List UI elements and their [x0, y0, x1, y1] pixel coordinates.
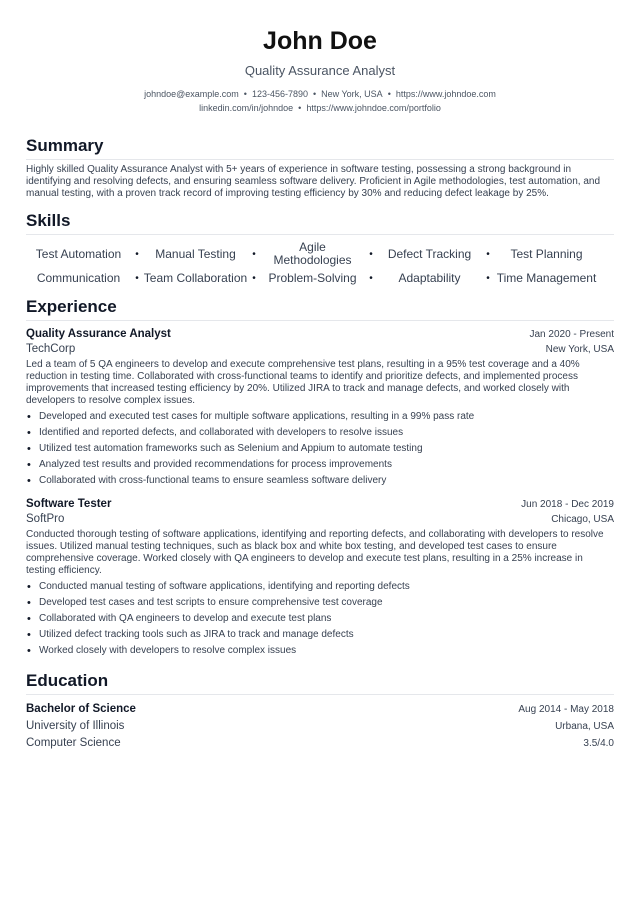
job-company: TechCorp — [26, 343, 76, 355]
bullet-text: Collaborated with cross-functional teams to ensure seamless software delivery — [39, 475, 387, 486]
list-item — [26, 409, 614, 425]
bullet-text: Utilized test automation frameworks such as Selenium and Appium to automate testing — [39, 443, 423, 454]
job-bullet-list — [26, 579, 614, 659]
bullet-text: Worked closely with developers to resolve complex issues — [39, 645, 297, 656]
skill-item: Problem-Solving — [268, 270, 357, 285]
list-item — [26, 595, 614, 611]
skill-item: Communication — [36, 270, 121, 285]
bullet-icon: • — [27, 581, 31, 593]
skill-bullet: • — [135, 272, 139, 284]
website-link[interactable]: https://www.johndoe.com — [395, 89, 496, 99]
edu-location: Urbana, USA — [555, 721, 614, 732]
job-company: SoftPro — [26, 513, 65, 525]
candidate-title: Quality Assurance Analyst — [244, 63, 396, 78]
bullet-text: Utilized defect tracking tools such as JIRA to track and manage defects — [39, 629, 354, 640]
skill-bullet: • — [252, 272, 256, 284]
experience-heading: Experience — [26, 296, 614, 321]
summary-heading: Summary — [26, 135, 614, 160]
list-item — [26, 425, 614, 441]
list-item — [26, 473, 614, 489]
skill-bullet: • — [369, 248, 373, 260]
job-dates: Jun 2018 - Dec 2019 — [521, 499, 614, 510]
contact-separator: • — [243, 89, 247, 99]
bullet-icon: • — [27, 629, 31, 641]
skill-item: Defect Tracking — [387, 246, 472, 261]
bullet-text: Conducted manual testing of software applications, identifying and reporting defects — [39, 581, 410, 592]
list-item — [26, 441, 614, 457]
bullet-text: Developed test cases and test scripts to ensure comprehensive test coverage — [39, 597, 383, 608]
skill-item: Test Planning — [510, 246, 583, 261]
job-description: Conducted thorough testing of software applications, identifying and reporting defects, and collaborating with developers to resolve issues. Utilized manual testing techniques, such as black box and white box testing, and developed test cases to ensure comprehensive coverage. Worked closely with QA engineers to develop and execute test plans, resulting in a 25% increase in testing efficiency. — [26, 529, 604, 576]
list-item — [26, 457, 614, 473]
job-location: Chicago, USA — [551, 514, 614, 525]
bullet-icon: • — [27, 597, 31, 609]
skills-heading: Skills — [26, 210, 614, 235]
bullet-text: Developed and executed test cases for multiple software applications, resulting in a 99% pass rate — [39, 411, 475, 422]
edu-dates: Aug 2014 - May 2018 — [518, 704, 614, 715]
list-item — [26, 627, 614, 643]
phone-text: 123-456-7890 — [251, 89, 308, 99]
bullet-text: Analyzed test results and provided recommendations for process improvements — [39, 459, 392, 470]
skills-grid — [26, 241, 614, 289]
skill-bullet: • — [135, 248, 139, 260]
contact-separator: • — [298, 103, 302, 113]
contact-separator: • — [387, 89, 391, 99]
job-description: Led a team of 5 QA engineers to develop and execute comprehensive test plans, resulting in a 95% test coverage and a 40% reduction in testing time. Collaborated with cross-functional teams to identify and prioritize defects, and implemented process improvements that increased testing efficiency by 20%. Utilized JIRA to track and manage defects, and worked closely with developers to resolve complex issues. — [26, 359, 580, 406]
edu-major: Computer Science — [26, 737, 121, 749]
skill-bullet: • — [486, 248, 490, 260]
contact-line-1 — [26, 87, 614, 101]
skill-item: Team Collaboration — [143, 270, 248, 285]
job-bullet-list — [26, 409, 614, 489]
location-text: New York, USA — [321, 89, 383, 99]
candidate-name: John Doe — [263, 27, 377, 55]
skill-bullet: • — [252, 248, 256, 260]
skill-item: Adaptability — [398, 270, 461, 285]
edu-gpa: 3.5/4.0 — [583, 738, 614, 749]
bullet-icon: • — [27, 645, 31, 657]
bullet-icon: • — [27, 475, 31, 487]
job-dates: Jan 2020 - Present — [529, 329, 614, 340]
job-entry — [26, 497, 614, 659]
skill-item: Agile Methodologies — [273, 240, 352, 267]
skill-item: Manual Testing — [155, 246, 236, 261]
bullet-icon: • — [27, 427, 31, 439]
education-entry — [26, 701, 614, 752]
skill-item: Test Automation — [35, 246, 122, 261]
bullet-icon: • — [27, 459, 31, 471]
bullet-text: Identified and reported defects, and collaborated with developers to resolve issues — [39, 427, 404, 438]
skill-bullet: • — [486, 272, 490, 284]
bullet-text: Collaborated with QA engineers to develop and execute test plans — [39, 613, 332, 624]
contact-line-2 — [26, 101, 614, 115]
list-item — [26, 579, 614, 595]
contact-separator: • — [313, 89, 317, 99]
job-role: Quality Assurance Analyst — [26, 328, 171, 340]
job-location: New York, USA — [545, 344, 614, 355]
skill-item: Time Management — [496, 270, 597, 285]
job-entry — [26, 327, 614, 489]
education-heading: Education — [26, 670, 614, 695]
skill-bullet: • — [369, 272, 373, 284]
bullet-icon: • — [27, 613, 31, 625]
bullet-icon: • — [27, 411, 31, 423]
portfolio-link[interactable]: https://www.johndoe.com/portfolio — [306, 103, 441, 113]
list-item — [26, 611, 614, 627]
bullet-icon: • — [27, 443, 31, 455]
list-item — [26, 643, 614, 659]
linkedin-link[interactable]: linkedin.com/in/johndoe — [199, 103, 294, 113]
email-link[interactable]: johndoe@example.com — [144, 89, 239, 99]
edu-degree: Bachelor of Science — [26, 703, 136, 715]
summary-text: Highly skilled Quality Assurance Analyst with 5+ years of experience in software testing, possessing a strong background in identifying and resolving defects, and ensuring seamless software delivery. Proficient in Agile methodologies, test automation, and manual testing, with a proven track record of improving testing efficiency by 30% and reducing defect leakage by 25%. — [26, 164, 601, 199]
edu-school: University of Illinois — [26, 720, 125, 732]
job-role: Software Tester — [26, 498, 112, 510]
